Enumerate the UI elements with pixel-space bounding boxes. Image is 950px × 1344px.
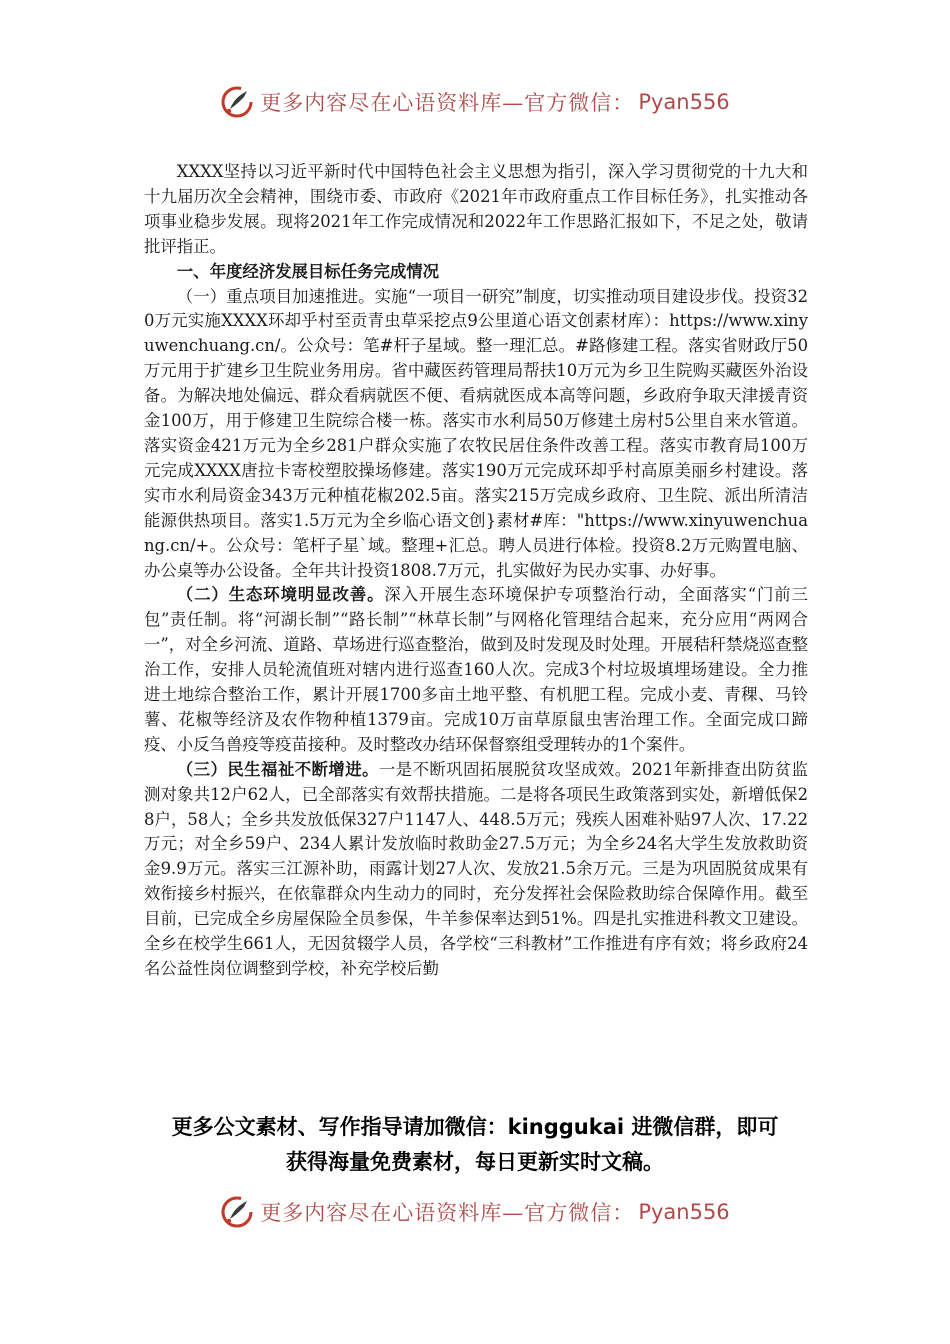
subsection-ecology [144, 583, 808, 757]
subsection-projects [144, 285, 808, 584]
footer-wechat-id: Pyan556 [638, 1200, 730, 1224]
header-wechat-id: Pyan556 [638, 90, 730, 114]
subsection-ecology-body: 深入开展生态环境保护专项整治行动，全面落实“门前三包”责任制。将“河湖长制”“路长制”“林草长制”与网格化管理结合起来，充分应用“两网合一”，对全乡河流、道路、草场进行巡查整治，做到及时发现及时处理。开展秸秆禁烧巡查整治工作，安排人员轮流值班对辖内进行巡查160人次。完成3个村垃圾填埋场建设。全力推进土地综合整治工作，累计开展1700多亩土地平整、有机肥工程。完成小麦、青稞、马铃薯、花椒等经济及农作物种植1379亩。完成10万亩草原鼠虫害治理工作。全面完成口蹄疫、小反刍兽疫等疫苗接种。及时整改办结环保督察组受理转办的1个案件。 [144, 585, 809, 754]
promo-notice [0, 1110, 950, 1180]
subsection-projects-lead: （一）重点项目加速推进。 [176, 286, 375, 306]
header-banner-text: 更多内容尽在心语资料库—官方微信： [260, 91, 635, 115]
subsection-livelihood [144, 758, 808, 982]
subsection-livelihood-body: 一是不断巩固拓展脱贫攻坚成效。2021年新排查出防贫监测对象共12户62人，已全部落实有效帮扶措施。二是将各项民生政策落到实处，新增低保28户，58人；全乡共发放低保327户1147人、448.5万元；残疾人困难补贴97人次、17.22万元；对全乡59户、234人累计发放临时救助金27.5万元；为全乡24名大学生发放救助资金9.9万元。落实三江源补助，雨露计划27人次、发放21.5余万元。三是为巩固脱贫成果有效衔接乡村振兴，在依靠群众内生动力的同时，充分发挥社会保险救助综合保障作用。截至目前，已完成全乡房屋保险全员参保，牛羊参保率达到51%。四是扎实推进科教文卫建设。全乡在校学生661人，无因贫辍学人员，各学校“三科教材”工作推进有序有效；将乡政府24名公益性岗位调整到学校，补充学校后勤 [144, 759, 808, 978]
intro-paragraph: XXXX坚持以习近平新时代中国特色社会主义思想为指引，深入学习贯彻党的十九大和十九届历次全会精神，围绕市委、市政府《2021年市政府重点工作目标任务》，扎实推动各项事业稳步发展。现将2021年工作完成情况和2022年工作思路汇报如下，不足之处，敬请批评指正。 [144, 162, 808, 256]
footer-banner [0, 1192, 950, 1232]
subsection-projects-body: 实施“一项目一研究”制度，切实推动项目建设步伐。投资320万元实施XXXX环却乎村至贡青虫草采挖点9公里道心语文创素材库）：https://www.xinyuwenchuang.cn/。公众号：笔#杆子星域。整一理汇总。#路修建工程。落实省财政厅50万元用于扩建乡卫生院业务用房。省中藏医药管理局帮扶10万元为乡卫生院购买藏医外治设备。为解决地处偏远、群众看病就医不便、看病就医成本高等问题，乡政府争取天津援青资金100万，用于修建卫生院综合楼一栋。落实市水利局50万修建土房村5公里自来水管道。落实资金421万元为全乡281户群众实施了农牧民居住条件改善工程。落实市教育局100万元完成XXXX唐拉卡寄校塑胶操场修建。落实190万元完成环却乎村高原美丽乡村建设。落实市水利局资金343万元种植花椒202.5亩。落实215万完成乡政府、卫生院、派出所清洁能源供热项目。落实1.5万元为全乡临心语文创}素材#库："https://www.xinyuwenchuang.cn/+。公众号：笔杆子星`域。整理+汇总。聘人员进行体检。投资8.2万元购置电脑、办公桌等办公设备。全年共计投资1808.7万元，扎实做好为民办实事、办好事。 [144, 286, 809, 580]
subsection-ecology-lead: （二）生态环境明显改善。 [176, 585, 385, 605]
subsection-livelihood-lead: （三）民生福祉不断增进。 [176, 759, 379, 779]
promo-line-1: 更多公文素材、写作指导请加微信：kinggukai 进微信群，即可 [171, 1115, 779, 1139]
brand-logo-icon [220, 85, 254, 119]
promo-line-2: 获得海量免费素材，每日更新实时文稿。 [286, 1150, 664, 1174]
section-heading: 一、年度经济发展目标任务完成情况 [176, 261, 440, 281]
brand-logo-icon [220, 1195, 254, 1229]
document-body [144, 160, 808, 982]
footer-banner-text: 更多内容尽在心语资料库—官方微信： [260, 1201, 635, 1225]
header-banner [0, 82, 950, 122]
